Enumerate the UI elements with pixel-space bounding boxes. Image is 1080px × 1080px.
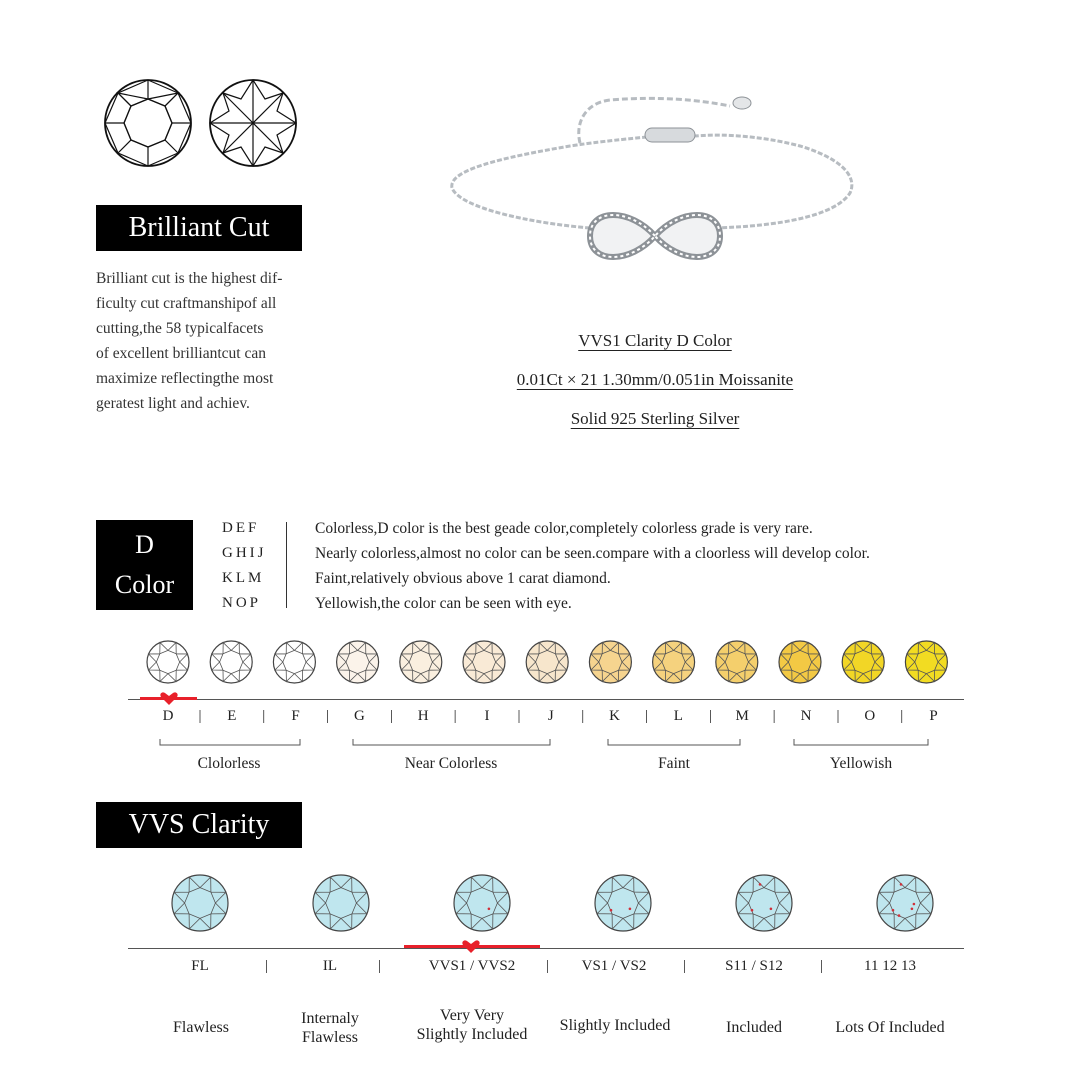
grade-description: Nearly colorless,almost no color can be seen.compare with a cloorless will develop color. [315,545,870,562]
clarity-name-line: Included [726,1019,782,1036]
color-group-label: Clolorless [197,755,261,772]
clarity-stone-icon [736,875,792,931]
divider [286,522,287,608]
inclusion-dot [751,909,754,912]
inclusion-dot [629,908,632,911]
color-stone-icon [400,641,442,683]
clarity-separator: | [546,958,550,974]
color-stone-icon [337,641,379,683]
color-title [96,520,193,610]
color-group-brackets [150,737,940,749]
clarity-name [679,1018,829,1037]
color-grade-letter: J [547,708,554,724]
clarity-name-line: Flawless [302,1029,358,1046]
clarity-title: VVS Clarity [96,802,302,848]
brilliant-cut-title: Brilliant Cut [96,205,302,251]
color-grade-separator: | [517,708,521,724]
color-group-label: Yellowish [829,755,893,772]
clarity-separator: | [820,958,824,974]
clarity-code: VVS1 / VVS2 [428,958,516,974]
color-stone-icon [905,641,947,683]
heart-marker-icon [462,940,480,954]
color-title-line: D [135,530,154,559]
brilliant-cut-top-view-icon [103,78,193,168]
color-grade-separator: | [581,708,585,724]
color-grade-letter: O [864,708,876,724]
color-grade-letter: H [417,708,429,724]
inclusion-dot [892,909,895,912]
color-grade-letter: F [291,708,300,724]
clarity-stone-icon [313,875,369,931]
color-stone-icon [526,641,568,683]
color-grade-letter: D [162,708,174,724]
grade-description: Yellowish,the color can be seen with eye. [315,595,572,612]
color-grade-separator: | [326,708,330,724]
color-stone-icon [273,641,315,683]
bracelet-image [440,88,870,288]
color-stone-icon [779,641,821,683]
clarity-name-line: Slightly Included [416,1026,528,1043]
inclusion-dot [488,908,491,911]
color-grade-separator: | [836,708,840,724]
color-grade-separator: | [389,708,393,724]
color-grade-separator: | [453,708,457,724]
inclusion-dot [898,914,901,917]
spec-metal: Solid 925 Sterling Silver [570,409,740,428]
color-grade-letter: P [929,708,938,724]
color-grade-separator: | [772,708,776,724]
brilliant-cut-line: of excellent brilliantcut can [96,345,266,362]
grade-letters: DEF [222,520,260,536]
inclusion-dot [900,883,903,886]
color-stone-icon [589,641,631,683]
color-grade-separator: | [198,708,202,724]
clarity-separator: | [683,958,687,974]
color-stone-row [130,635,965,695]
brilliant-cut-line: maximize reflectingthe most [96,370,274,387]
grade-description: Faint,relatively obvious above 1 carat diamond. [315,570,611,587]
inclusion-dot [770,908,773,911]
clarity-scale-line [128,948,964,949]
color-scale-line [128,699,964,700]
brilliant-cut-description [96,266,311,416]
clarity-code: VS1 / VS2 [581,958,647,974]
grade-letters: NOP [222,595,262,611]
grade-description: Colorless,D color is the best geade color,completely colorless grade is very rare. [315,520,813,537]
clarity-code: 11 12 13 [864,958,916,974]
color-stone-icon [716,641,758,683]
clarity-code: IL [322,958,338,974]
color-group-label: Near Colorless [404,755,498,772]
color-grade-letter: I [484,708,490,724]
clarity-name [540,1016,690,1035]
grade-letters: GHIJ [222,545,267,561]
clarity-stone-icon [877,875,933,931]
color-stone-icon [147,641,189,683]
inclusion-dot [610,909,613,912]
clarity-name [255,1009,405,1047]
brilliant-cut-line: cutting,the 58 typicalfacets [96,320,264,337]
brilliant-cut-line: ficulty cut craftmanshipof all [96,295,277,312]
color-stone-icon [463,641,505,683]
color-grade-separator: | [262,708,266,724]
color-grade-separator: | [708,708,712,724]
brilliant-cut-line: Brilliant cut is the highest dif- [96,270,283,287]
inclusion-dot [913,903,916,906]
color-grade-letter: M [735,708,749,724]
heart-marker-icon [160,692,178,706]
spec-clarity-color: VVS1 Clarity D Color [578,331,732,350]
color-grade-separator: | [900,708,904,724]
clarity-name-line: Very Very [439,1007,505,1024]
clarity-code: S11 / S12 [725,958,783,974]
inclusion-dot [759,883,762,886]
brilliant-cut-line: geratest light and achiev. [96,395,250,412]
color-grade-letter: G [353,708,365,724]
clarity-name-line: Lots Of Included [835,1019,945,1036]
color-grade-letter: E [227,708,237,724]
spec-stone: 0.01Ct × 21 1.30mm/0.051in Moissanite [516,370,794,389]
clarity-stone-icon [172,875,228,931]
color-stone-icon [842,641,884,683]
color-stone-icon [210,641,252,683]
clarity-name [397,1006,547,1044]
clarity-name [815,1018,965,1037]
clarity-code: FL [191,958,209,974]
color-grade-letter: K [609,708,621,724]
clarity-separator: | [265,958,269,974]
clarity-name [126,1018,276,1037]
brilliant-cut-bottom-view-icon [208,78,298,168]
color-grade-letter: N [800,708,812,724]
color-group-label: Faint [658,755,690,772]
clarity-stone-icon [595,875,651,931]
color-title-line: Color [114,570,175,599]
clarity-name-line: Slightly Included [559,1017,671,1034]
clarity-name-line: Internaly [301,1010,359,1027]
clarity-separator: | [378,958,382,974]
color-stone-icon [653,641,695,683]
color-grade-separator: | [645,708,649,724]
inclusion-dot [911,908,914,911]
clarity-name-line: Flawless [173,1019,229,1036]
color-grade-letter: L [673,708,683,724]
grade-letters: KLM [222,570,265,586]
clarity-stone-row [160,868,940,938]
clarity-stone-icon [454,875,510,931]
